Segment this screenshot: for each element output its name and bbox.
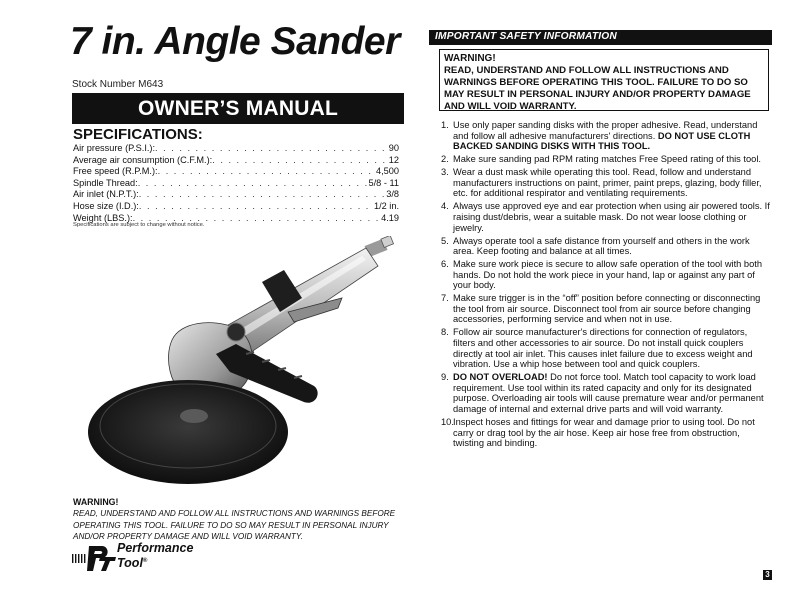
spec-value: 90	[388, 143, 399, 153]
spec-leader-dots	[138, 178, 367, 190]
spec-value: 4.19	[381, 212, 399, 223]
spec-leader-dots	[139, 189, 385, 201]
safety-item-text: Do not force tool. Match tool capacity to work load requirement. Use tool within its rated capacity and only for its designated purpose. Overloading air tools will cause premature wear and/or permanent damage of internal and external drive parts and will void warranty.	[453, 372, 764, 414]
spec-value: 1/2 in.	[373, 200, 399, 211]
spec-label: Free speed (R.P.M.):	[73, 166, 158, 177]
left-warning-title: WARNING!	[73, 497, 119, 507]
safety-item	[441, 327, 771, 369]
registered-mark: ®	[142, 557, 148, 564]
safety-item	[441, 259, 771, 291]
spec-leader-dots	[155, 143, 387, 155]
spec-leader-dots	[158, 166, 374, 178]
spec-value: 4,500	[376, 166, 399, 177]
spec-row-air-pressure	[73, 143, 399, 155]
spec-value: 3/8	[386, 189, 399, 200]
spec-row-free-speed	[73, 166, 399, 178]
safety-item-text: Make sure sanding pad RPM rating matches Free Speed rating of this tool.	[453, 154, 761, 165]
spec-value: 5/8 - 11	[368, 177, 399, 188]
safety-item-bold-lead: DO NOT OVERLOAD!	[453, 372, 548, 383]
spec-row-air-consumption	[73, 155, 399, 167]
safety-item-number: 9.	[441, 372, 449, 383]
safety-item-text: Use only paper sanding disks with the proper adhesive. Read, understand and follow all adhesive manufacturers' directions.	[453, 120, 758, 141]
warning-box-title: WARNING!	[444, 53, 496, 64]
safety-item	[441, 236, 771, 257]
safety-item-text: Always use approved eye and ear protection when using air powered tools. If raising dust/debris, wear a suitable mask. Do not wear loose clothing or jewelry.	[453, 201, 770, 233]
safety-item-number: 6.	[441, 259, 449, 270]
logo-line-tool: Tool®	[117, 555, 148, 570]
spec-label: Air pressure (P.S.I.):	[73, 143, 156, 153]
safety-item-number: 1.	[441, 120, 449, 130]
safety-item-text: Make sure trigger is in the “off” position before connecting or disconnecting the tool from air source. Disconnect tool from air source before changing accessories, performing service and when not in use.	[453, 293, 761, 325]
spec-row-hose-size	[73, 201, 399, 213]
logo-wordmark	[117, 542, 193, 569]
safety-item-number: 2.	[441, 154, 449, 165]
safety-item-number: 8.	[441, 327, 449, 338]
logo-line-performance: Performance	[117, 541, 194, 555]
spec-value: 12	[388, 154, 399, 165]
safety-item-number: 7.	[441, 293, 449, 304]
safety-item	[441, 293, 771, 325]
spec-label: Average air consumption (C.F.M.):	[73, 154, 213, 165]
left-warning-body: READ, UNDERSTAND AND FOLLOW ALL INSTRUCTIONS AND WARNINGS BEFORE OPERATING THIS TOOL. FAILURE TO DO SO MAY RESULT IN PERSONAL INJURY AND/OR PROPERTY DAMAGE AND WILL VOID WARRANTY.	[73, 509, 396, 541]
safety-item-text: Wear a dust mask while operating this tool. Read, follow and understand manufacturers instructions on paint, primer, paint preps, glazing, body filler, etc. for additional respirator and ventilating requirements.	[453, 167, 762, 199]
safety-item-number: 10.	[441, 416, 454, 427]
spec-row-air-inlet	[73, 189, 399, 201]
spec-label: Hose size (I.D.):	[73, 200, 139, 211]
safety-list	[441, 120, 771, 451]
spec-label: Spindle Thread:	[73, 177, 138, 188]
safety-item	[441, 372, 771, 414]
safety-item-number: 4.	[441, 201, 449, 212]
owners-manual-banner	[72, 93, 404, 124]
safety-item-text: Inspect hoses and fittings for wear and damage prior to using tool. Do not carry or drag tool by the air hose. Keep air hose free from obstruction, twisting and binding.	[453, 416, 755, 449]
warning-box-body: READ, UNDERSTAND AND FOLLOW ALL INSTRUCTIONS AND WARNINGS BEFORE OPERATING THIS TOOL. FAILURE TO DO SO MAY RESULT IN PERSONAL INJURY AND/OR PROPERTY DAMAGE AND WILL VOID WARRANTY.	[444, 65, 751, 112]
safety-item-number: 3.	[441, 167, 449, 178]
safety-item	[441, 201, 771, 233]
spec-leader-dots	[212, 155, 387, 167]
safety-item	[441, 120, 771, 152]
spec-leader-dots	[139, 201, 372, 213]
safety-item-text: Follow air source manufacturer's directions for connection of regulators, filters and other accessories to air source. Do not install quick couplers directly at tool air inlet. This causes inlet failure due to excess weight and vibration. Use a whip hose between tool and quick couplers.	[453, 327, 753, 370]
safety-item-number: 5.	[441, 235, 449, 246]
warning-box	[439, 49, 769, 111]
safety-heading-bar	[429, 30, 772, 45]
specifications-note: Specifications are subject to change without notice.	[73, 222, 205, 228]
safety-item-bold-text: DO NOT USE CLOTH BACKED SANDING DISKS WITH THIS TOOL.	[453, 130, 751, 152]
angle-sander-image	[76, 236, 406, 498]
safety-item	[441, 167, 771, 199]
page-number: 3	[763, 570, 772, 580]
page-title: 7 in. Angle Sander	[70, 20, 400, 63]
safety-heading: IMPORTANT SAFETY INFORMATION	[435, 31, 617, 42]
safety-item	[441, 154, 771, 165]
owners-manual-label: OWNER’S MANUAL	[138, 96, 338, 120]
spec-row-spindle-thread	[73, 178, 399, 190]
spec-label: Weight (LBS.):	[73, 212, 133, 223]
stock-number: Stock Number M643	[72, 79, 164, 90]
specifications-list	[73, 143, 399, 224]
safety-item	[441, 417, 771, 449]
spec-label: Air inlet (N.P.T.):	[73, 189, 139, 200]
safety-item-text: Always operate tool a safe distance from yourself and others in the work area. Keep footing and balance at all times.	[453, 235, 750, 257]
specifications-heading: SPECIFICATIONS:	[73, 126, 203, 143]
safety-item-text: Make sure work piece is secure to allow safe operation of the tool with both hands. Do not hold the work piece in your hand, lap or against any part of your body.	[453, 259, 763, 291]
